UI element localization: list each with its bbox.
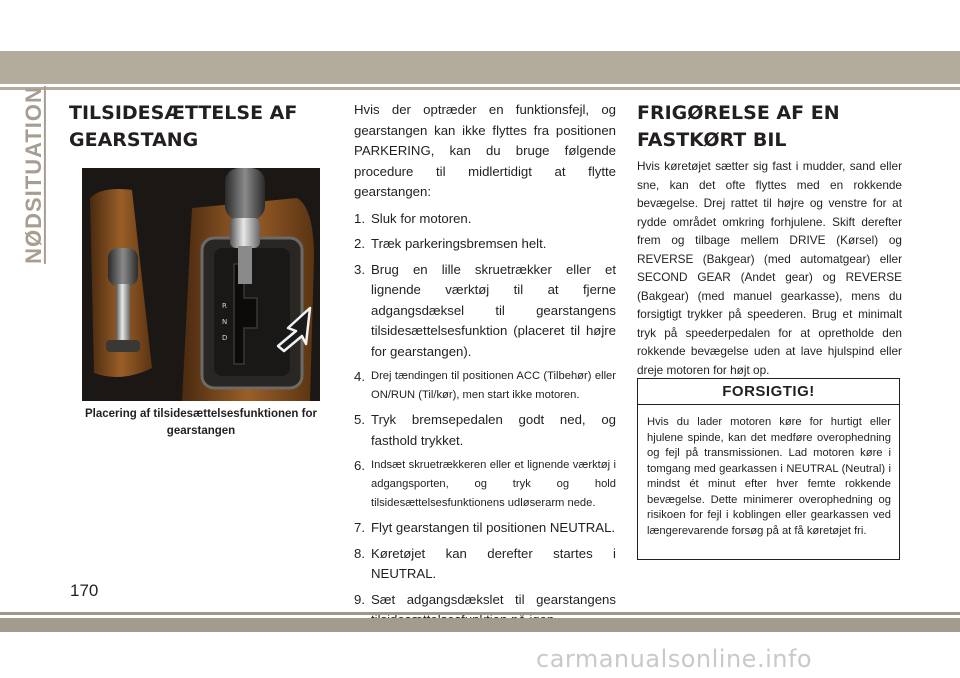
stuck-vehicle-text: Hvis køretøjet sætter sig fast i mudder, sand eller sne, kan det ofte flyttes med en rokkende bevægelse. Drej rattet til højre og venstre for at rydde området omkring forhjulene. Skift derefter frem og tilbage mellem DRIVE (Kørsel) og REVERSE (Bakgear) (med automatgear) eller SECOND GEAR (Andet gear) og REVERSE (Bakgear) (med manuel gearkasse), mens du forsigtigt trykker på speederen. Brug et minimalt tryk på speederpedalen for at opretholde den rokkende bevægelse uden at lave hjulspind eller dreje motoren for højt op. bbox=[637, 159, 902, 377]
section-title-gearstang: TILSIDESÆTTELSE AF GEARSTANG bbox=[69, 102, 298, 151]
procedure-step: 2. Træk parkeringsbremsen helt. bbox=[354, 236, 547, 251]
procedure-steps bbox=[354, 209, 616, 631]
section-tab-label: NØDSITUATION bbox=[21, 86, 46, 264]
svg-text:R: R bbox=[222, 302, 227, 310]
gear-shifter-illustration bbox=[82, 168, 320, 401]
procedure-intro: Hvis der optræder en funktionsfejl, og gearstangen kan ikke flyttes fra positionen PARKERING, kan du bruge følgende procedure til midlertidigt at flytte gearstangen: bbox=[354, 102, 616, 199]
procedure-step: 9. Sæt adgangsdækslet til gearstangens bbox=[354, 591, 616, 607]
caution-title: FORSIGTIG! bbox=[638, 379, 899, 405]
procedure-step: 4. Drej tændingen til positionen ACC (Tilbehør) eller ON/RUN (Til/kør), men start ikke motoren. bbox=[354, 369, 616, 401]
procedure-step: 6. Indsæt skruetrækkeren eller et lignende værktøj i adgangsporten, og tryk og hold tilsidesættelsesfunktionens udløserarm nede. bbox=[354, 458, 616, 509]
caution-text: Hvis du lader motoren køre for hurtigt eller hjulene spinde, kan det medføre overophedning og fejl på transmissionen. Lad motoren køre i tomgang med gearkassen i NEUTRAL (Neutral) i mindst ét minut efter hver femte rokkende bevægelse. Dette minimerer overophedning og risikoen for fejl i koblingen eller gearkassen ved længerevarende forsøg på at få køretøjet fri. bbox=[647, 416, 891, 537]
gear-shifter-photo bbox=[82, 168, 320, 401]
watermark: carmanualsonline.info bbox=[536, 645, 813, 673]
procedure-step: 7. Flyt gearstangen til positionen NEUTRAL. bbox=[354, 520, 616, 535]
svg-text:D: D bbox=[222, 334, 228, 342]
page-number: 170 bbox=[70, 581, 99, 600]
footer-band bbox=[0, 618, 960, 632]
svg-text:N: N bbox=[222, 318, 228, 326]
header-rule bbox=[0, 87, 960, 90]
footer-rule bbox=[0, 612, 960, 615]
procedure-step: 3. Brug en lille skruetrækker eller et lignende værktøj til at fjerne adgangsdæksel til gearstangens tilsidesættelsesfunktion (placeret til højre for gearstangen). bbox=[354, 261, 616, 359]
override-procedure bbox=[354, 100, 616, 636]
procedure-step: 8. Køretøjet kan derefter startes i NEUTRAL. bbox=[354, 545, 616, 581]
section-tab bbox=[14, 86, 54, 264]
procedure-step: 5. Tryk bremsepedalen godt ned, og fasthold trykket. bbox=[354, 412, 616, 448]
caution-box bbox=[637, 378, 900, 560]
procedure-step: 1. Sluk for motoren. bbox=[354, 210, 472, 226]
section-title-fastkoert: FRIGØRELSE AF EN FASTKØRT BIL bbox=[637, 102, 840, 151]
header-band bbox=[0, 51, 960, 84]
figure-caption: Placering af tilsidesættelsesfunktionen for gearstangen bbox=[85, 408, 317, 437]
